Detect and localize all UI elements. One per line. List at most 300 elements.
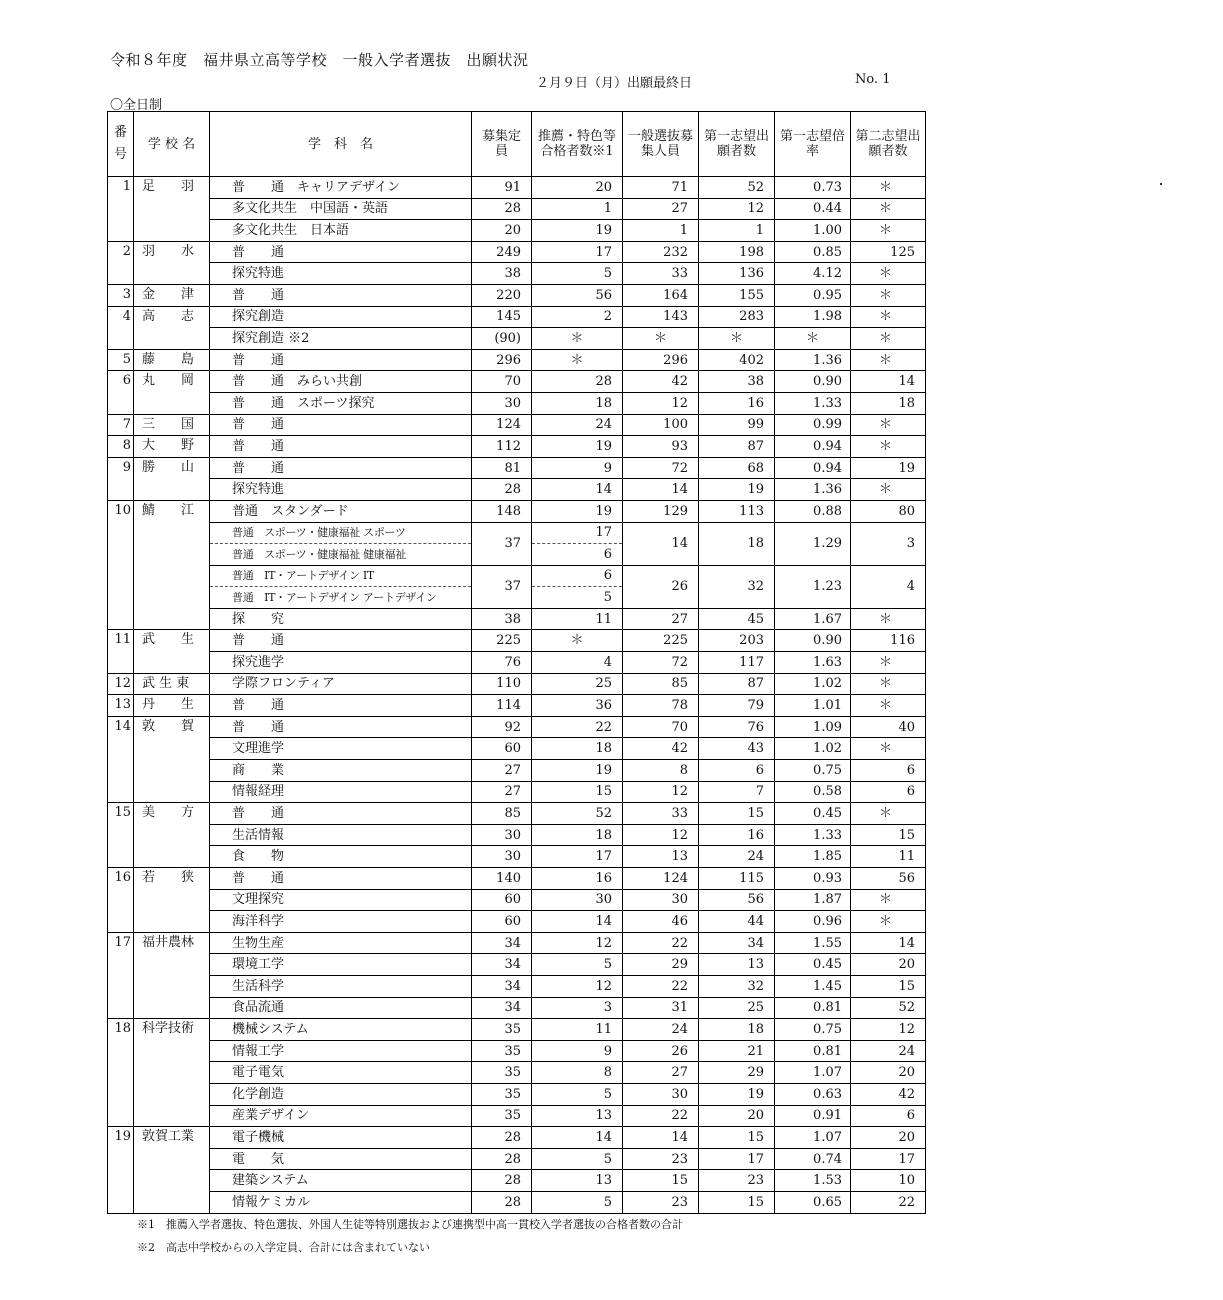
table-row	[108, 371, 926, 393]
dept-name: 普 通	[210, 436, 472, 458]
first-ratio-cell: 0.58	[775, 781, 851, 803]
recommended-cell: 22	[532, 716, 623, 738]
recommended-cell: 5	[532, 1148, 623, 1170]
first-ratio-cell: 1.45	[775, 975, 851, 997]
header-school: 学 校 名	[134, 112, 210, 177]
table-row	[108, 500, 926, 522]
first-ratio-cell: 0.75	[775, 760, 851, 782]
header-general: 一般選抜募集人員	[623, 112, 699, 177]
recommended-cell: 13	[532, 1170, 623, 1192]
first-ratio-cell: 1.00	[775, 220, 851, 242]
capacity-cell: 92	[472, 716, 532, 738]
general-cell: 12	[623, 392, 699, 414]
first-applicants-cell: 136	[699, 263, 775, 285]
table-row	[108, 1191, 926, 1213]
second-applicants-cell: 56	[851, 868, 926, 890]
dept-name: 電子機械	[210, 1127, 472, 1149]
capacity-cell: 35	[472, 1040, 532, 1062]
first-ratio-cell: 0.91	[775, 1105, 851, 1127]
first-ratio-cell: 0.81	[775, 997, 851, 1019]
footnote-2: ※2 高志中学校からの入学定員、合計には含まれていない	[137, 1241, 430, 1254]
dept-name: 探究創造	[210, 306, 472, 328]
second-applicants-cell: 17	[851, 1148, 926, 1170]
capacity-cell: 296	[472, 349, 532, 371]
first-applicants-cell: 1	[699, 220, 775, 242]
table-row	[108, 997, 926, 1019]
dept-name: 普通 スポーツ・健康福祉 健康福祉	[210, 544, 472, 566]
dept-name: 多文化共生 日本語	[210, 220, 472, 242]
first-applicants-cell: 115	[699, 868, 775, 890]
first-applicants-cell: 198	[699, 241, 775, 263]
first-applicants-cell: 79	[699, 695, 775, 717]
capacity-cell: 27	[472, 760, 532, 782]
capacity-cell: 34	[472, 954, 532, 976]
dept-name: 多文化共生 中国語・英語	[210, 198, 472, 220]
dept-name: 普 通	[210, 349, 472, 371]
recommended-cell: 5	[532, 954, 623, 976]
dept-name: 普 通	[210, 630, 472, 652]
school-name: 足 羽	[134, 177, 210, 242]
capacity-cell: 30	[472, 392, 532, 414]
recommended-cell: 17	[532, 241, 623, 263]
recommended-cell: 19	[532, 500, 623, 522]
first-ratio-cell: 1.02	[775, 673, 851, 695]
general-cell: 30	[623, 1083, 699, 1105]
second-applicants-cell: ＊	[851, 673, 926, 695]
second-applicants-cell: 18	[851, 392, 926, 414]
general-cell: 14	[623, 479, 699, 501]
general-cell: 70	[623, 716, 699, 738]
first-ratio-cell: 1.23	[775, 565, 851, 608]
header-first-ratio: 第一志望倍率	[775, 112, 851, 177]
first-ratio-cell: 0.90	[775, 371, 851, 393]
first-ratio-cell: 0.81	[775, 1040, 851, 1062]
section-label: 〇全日制	[110, 98, 163, 113]
second-applicants-cell: ＊	[851, 328, 926, 350]
dept-name: 普通 IT・アートデザイン IT	[210, 565, 472, 587]
table-row	[108, 522, 926, 544]
school-name: 大 野	[134, 436, 210, 458]
first-applicants-cell: 32	[699, 975, 775, 997]
school-name: 藤 島	[134, 349, 210, 371]
table-row	[108, 1148, 926, 1170]
second-applicants-cell: 15	[851, 975, 926, 997]
table-row	[108, 975, 926, 997]
capacity-cell: 27	[472, 781, 532, 803]
table-row	[108, 241, 926, 263]
school-name: 美 方	[134, 803, 210, 868]
capacity-cell: 112	[472, 436, 532, 458]
second-applicants-cell: 4	[851, 565, 926, 608]
table-row	[108, 177, 926, 199]
first-ratio-cell: 0.63	[775, 1083, 851, 1105]
general-cell: 143	[623, 306, 699, 328]
recommended-cell: 4	[532, 652, 623, 674]
general-cell: 12	[623, 781, 699, 803]
capacity-cell: 34	[472, 975, 532, 997]
first-applicants-cell: 18	[699, 522, 775, 565]
second-applicants-cell: ＊	[851, 479, 926, 501]
table-row	[108, 652, 926, 674]
capacity-cell: 35	[472, 1105, 532, 1127]
recommended-cell: 9	[532, 457, 623, 479]
document-subtitle: ２月９日（月）出願最終日	[536, 76, 693, 91]
second-applicants-cell: 10	[851, 1170, 926, 1192]
capacity-cell: 28	[472, 198, 532, 220]
second-applicants-cell: ＊	[851, 306, 926, 328]
recommended-cell: 15	[532, 781, 623, 803]
school-name: 武 生	[134, 630, 210, 673]
general-cell: 23	[623, 1148, 699, 1170]
school-no: 7	[108, 414, 134, 436]
dept-name: 普 通	[210, 284, 472, 306]
general-cell: 129	[623, 500, 699, 522]
recommended-cell: 14	[532, 911, 623, 933]
school-no: 10	[108, 500, 134, 630]
first-ratio-cell: 0.96	[775, 911, 851, 933]
first-ratio-cell: 0.65	[775, 1191, 851, 1213]
first-applicants-cell: 402	[699, 349, 775, 371]
recommended-cell: 2	[532, 306, 623, 328]
recommended-cell: 30	[532, 889, 623, 911]
header-second-applicants: 第二志望出願者数	[851, 112, 926, 177]
recommended-cell: ＊	[532, 349, 623, 371]
second-applicants-cell: ＊	[851, 889, 926, 911]
general-cell: 78	[623, 695, 699, 717]
general-cell: 46	[623, 911, 699, 933]
school-no: 18	[108, 1019, 134, 1127]
first-ratio-cell: 0.94	[775, 436, 851, 458]
first-ratio-cell: 0.90	[775, 630, 851, 652]
general-cell: 14	[623, 522, 699, 565]
first-applicants-cell: 203	[699, 630, 775, 652]
capacity-cell: 249	[472, 241, 532, 263]
first-ratio-cell: 0.93	[775, 868, 851, 890]
capacity-cell: 60	[472, 889, 532, 911]
school-no: 4	[108, 306, 134, 349]
capacity-cell: 30	[472, 846, 532, 868]
header-row	[108, 112, 926, 177]
table-row	[108, 436, 926, 458]
second-applicants-cell: 6	[851, 760, 926, 782]
dept-name: 電 気	[210, 1148, 472, 1170]
recommended-cell: ＊	[532, 328, 623, 350]
general-cell: 71	[623, 177, 699, 199]
first-applicants-cell: 21	[699, 1040, 775, 1062]
header-dept: 学 科 名	[210, 112, 472, 177]
capacity-cell: 81	[472, 457, 532, 479]
school-no: 16	[108, 868, 134, 933]
table-row	[108, 608, 926, 630]
table-row	[108, 220, 926, 242]
second-applicants-cell: ＊	[851, 263, 926, 285]
capacity-cell: 28	[472, 479, 532, 501]
dept-name: 生物生産	[210, 932, 472, 954]
second-applicants-cell: ＊	[851, 652, 926, 674]
dept-name: 情報工学	[210, 1040, 472, 1062]
recommended-cell: 3	[532, 997, 623, 1019]
general-cell: ＊	[623, 328, 699, 350]
table-row	[108, 479, 926, 501]
first-ratio-cell: 0.99	[775, 414, 851, 436]
dept-name: 普 通	[210, 868, 472, 890]
second-applicants-cell: ＊	[851, 695, 926, 717]
table-row	[108, 306, 926, 328]
first-applicants-cell: 24	[699, 846, 775, 868]
first-ratio-cell: 0.45	[775, 954, 851, 976]
capacity-cell: 35	[472, 1062, 532, 1084]
first-applicants-cell: 20	[699, 1105, 775, 1127]
general-cell: 72	[623, 457, 699, 479]
second-applicants-cell: 14	[851, 371, 926, 393]
recommended-cell: 25	[532, 673, 623, 695]
header-no: 番号	[108, 112, 134, 177]
table-row	[108, 328, 926, 350]
recommended-cell: 17	[532, 846, 623, 868]
first-ratio-cell: 0.45	[775, 803, 851, 825]
first-applicants-cell: 155	[699, 284, 775, 306]
second-applicants-cell: 40	[851, 716, 926, 738]
first-applicants-cell: 15	[699, 1127, 775, 1149]
capacity-cell: 37	[472, 522, 532, 565]
table-row	[108, 760, 926, 782]
capacity-cell: 85	[472, 803, 532, 825]
table-row	[108, 911, 926, 933]
capacity-cell: 76	[472, 652, 532, 674]
recommended-cell: 18	[532, 824, 623, 846]
first-applicants-cell: 15	[699, 1191, 775, 1213]
general-cell: 22	[623, 932, 699, 954]
first-applicants-cell: 32	[699, 565, 775, 608]
second-applicants-cell: ＊	[851, 414, 926, 436]
dept-name: 生活情報	[210, 824, 472, 846]
table-row	[108, 868, 926, 890]
table-row	[108, 954, 926, 976]
capacity-cell: 38	[472, 263, 532, 285]
school-no: 8	[108, 436, 134, 458]
second-applicants-cell: 42	[851, 1083, 926, 1105]
school-name: 若 狭	[134, 868, 210, 933]
recommended-cell: 36	[532, 695, 623, 717]
second-applicants-cell: 11	[851, 846, 926, 868]
general-cell: 232	[623, 241, 699, 263]
table-row	[108, 889, 926, 911]
second-applicants-cell: ＊	[851, 911, 926, 933]
table-row	[108, 673, 926, 695]
dept-name: 普 通	[210, 716, 472, 738]
second-applicants-cell: ＊	[851, 198, 926, 220]
school-no: 5	[108, 349, 134, 371]
first-applicants-cell: 19	[699, 1083, 775, 1105]
second-applicants-cell: 22	[851, 1191, 926, 1213]
first-applicants-cell: 87	[699, 673, 775, 695]
first-ratio-cell: 1.01	[775, 695, 851, 717]
general-cell: 42	[623, 371, 699, 393]
general-cell: 1	[623, 220, 699, 242]
recommended-cell: 5	[532, 1083, 623, 1105]
capacity-cell: 225	[472, 630, 532, 652]
dept-name: 建築システム	[210, 1170, 472, 1192]
capacity-cell: 34	[472, 997, 532, 1019]
second-applicants-cell: ＊	[851, 177, 926, 199]
dept-name: 普 通	[210, 241, 472, 263]
second-applicants-cell: 116	[851, 630, 926, 652]
second-applicants-cell: 3	[851, 522, 926, 565]
capacity-cell: 35	[472, 1019, 532, 1041]
school-name: 勝 山	[134, 457, 210, 500]
school-no: 12	[108, 673, 134, 695]
first-applicants-cell: 16	[699, 824, 775, 846]
second-applicants-cell: ＊	[851, 349, 926, 371]
recommended-cell: 14	[532, 479, 623, 501]
first-ratio-cell: 1.09	[775, 716, 851, 738]
general-cell: 85	[623, 673, 699, 695]
recommended-cell: 17	[532, 522, 623, 544]
dept-name: 文理進学	[210, 738, 472, 760]
page-number: No. 1	[855, 72, 891, 87]
second-applicants-cell: ＊	[851, 738, 926, 760]
first-applicants-cell: 56	[699, 889, 775, 911]
dept-name: 普通 スポーツ・健康福祉 スポーツ	[210, 522, 472, 544]
general-cell: 296	[623, 349, 699, 371]
capacity-cell: 140	[472, 868, 532, 890]
first-ratio-cell: 1.85	[775, 846, 851, 868]
first-ratio-cell: 1.67	[775, 608, 851, 630]
general-cell: 72	[623, 652, 699, 674]
general-cell: 8	[623, 760, 699, 782]
school-name: 高 志	[134, 306, 210, 349]
dept-name: 普 通 みらい共創	[210, 371, 472, 393]
dept-name: 探究進学	[210, 652, 472, 674]
first-ratio-cell: 0.73	[775, 177, 851, 199]
document-title: 令和８年度 福井県立高等学校 一般入学者選抜 出願状況	[110, 51, 529, 69]
capacity-cell: 148	[472, 500, 532, 522]
table-row	[108, 803, 926, 825]
second-applicants-cell: 52	[851, 997, 926, 1019]
second-applicants-cell: ＊	[851, 608, 926, 630]
general-cell: 26	[623, 565, 699, 608]
first-ratio-cell: 1.07	[775, 1062, 851, 1084]
school-name: 羽 水	[134, 241, 210, 284]
recommended-cell: 11	[532, 608, 623, 630]
table-row	[108, 630, 926, 652]
capacity-cell: 28	[472, 1170, 532, 1192]
general-cell: 31	[623, 997, 699, 1019]
capacity-cell: 38	[472, 608, 532, 630]
first-ratio-cell: 1.87	[775, 889, 851, 911]
dept-name: 普 通 スポーツ探究	[210, 392, 472, 414]
capacity-cell: 91	[472, 177, 532, 199]
dept-name: 化学創造	[210, 1083, 472, 1105]
first-applicants-cell: 19	[699, 479, 775, 501]
second-applicants-cell: 20	[851, 1127, 926, 1149]
recommended-cell: 6	[532, 565, 623, 587]
first-ratio-cell: 1.36	[775, 349, 851, 371]
recommended-cell: 28	[532, 371, 623, 393]
dept-name: 普通 スタンダード	[210, 500, 472, 522]
dept-name: 生活科学	[210, 975, 472, 997]
general-cell: 29	[623, 954, 699, 976]
second-applicants-cell: 6	[851, 781, 926, 803]
first-ratio-cell: 1.55	[775, 932, 851, 954]
dept-name: 産業デザイン	[210, 1105, 472, 1127]
first-applicants-cell: 45	[699, 608, 775, 630]
table-row	[108, 932, 926, 954]
school-no: 3	[108, 284, 134, 306]
table-row	[108, 1127, 926, 1149]
school-no: 9	[108, 457, 134, 500]
table-row	[108, 1019, 926, 1041]
school-name: 鯖 江	[134, 500, 210, 630]
first-applicants-cell: 52	[699, 177, 775, 199]
first-applicants-cell: 7	[699, 781, 775, 803]
first-ratio-cell: 0.44	[775, 198, 851, 220]
dept-name: 探 究	[210, 608, 472, 630]
first-applicants-cell: 87	[699, 436, 775, 458]
table-row	[108, 781, 926, 803]
dept-name: 探究創造 ※2	[210, 328, 472, 350]
first-ratio-cell: 0.85	[775, 241, 851, 263]
first-applicants-cell: 15	[699, 803, 775, 825]
recommended-cell: 18	[532, 392, 623, 414]
first-applicants-cell: 76	[699, 716, 775, 738]
first-applicants-cell: 13	[699, 954, 775, 976]
table-row	[108, 1062, 926, 1084]
general-cell: 30	[623, 889, 699, 911]
first-ratio-cell: 0.88	[775, 500, 851, 522]
capacity-cell: 60	[472, 738, 532, 760]
first-ratio-cell: 1.02	[775, 738, 851, 760]
second-applicants-cell: 20	[851, 954, 926, 976]
general-cell: 93	[623, 436, 699, 458]
dept-name: 情報経理	[210, 781, 472, 803]
table-row	[108, 457, 926, 479]
dept-name: 普通 IT・アートデザイン アートデザイン	[210, 587, 472, 609]
table-row	[108, 414, 926, 436]
general-cell: 27	[623, 198, 699, 220]
second-applicants-cell: ＊	[851, 436, 926, 458]
header-first-applicants: 第一志望出願者数	[699, 112, 775, 177]
recommended-cell: 12	[532, 932, 623, 954]
first-ratio-cell: 0.95	[775, 284, 851, 306]
first-ratio-cell: 1.29	[775, 522, 851, 565]
table-row	[108, 1083, 926, 1105]
school-no: 14	[108, 716, 134, 802]
school-no: 2	[108, 241, 134, 284]
capacity-cell: 110	[472, 673, 532, 695]
first-applicants-cell: 23	[699, 1170, 775, 1192]
general-cell: 27	[623, 1062, 699, 1084]
school-name: 敦賀工業	[134, 1127, 210, 1213]
first-applicants-cell: 17	[699, 1148, 775, 1170]
first-ratio-cell: 4.12	[775, 263, 851, 285]
first-ratio-cell: 0.94	[775, 457, 851, 479]
dept-name: 学際フロンティア	[210, 673, 472, 695]
capacity-cell: 145	[472, 306, 532, 328]
dept-name: 食 物	[210, 846, 472, 868]
school-name: 科学技術	[134, 1019, 210, 1127]
first-applicants-cell: 18	[699, 1019, 775, 1041]
school-name: 丸 岡	[134, 371, 210, 414]
school-name: 武 生 東	[134, 673, 210, 695]
recommended-cell: ＊	[532, 630, 623, 652]
table-row	[108, 738, 926, 760]
recommended-cell: 6	[532, 544, 623, 566]
dept-name: 普 通	[210, 803, 472, 825]
school-name: 福井農林	[134, 932, 210, 1018]
recommended-cell: 52	[532, 803, 623, 825]
general-cell: 100	[623, 414, 699, 436]
